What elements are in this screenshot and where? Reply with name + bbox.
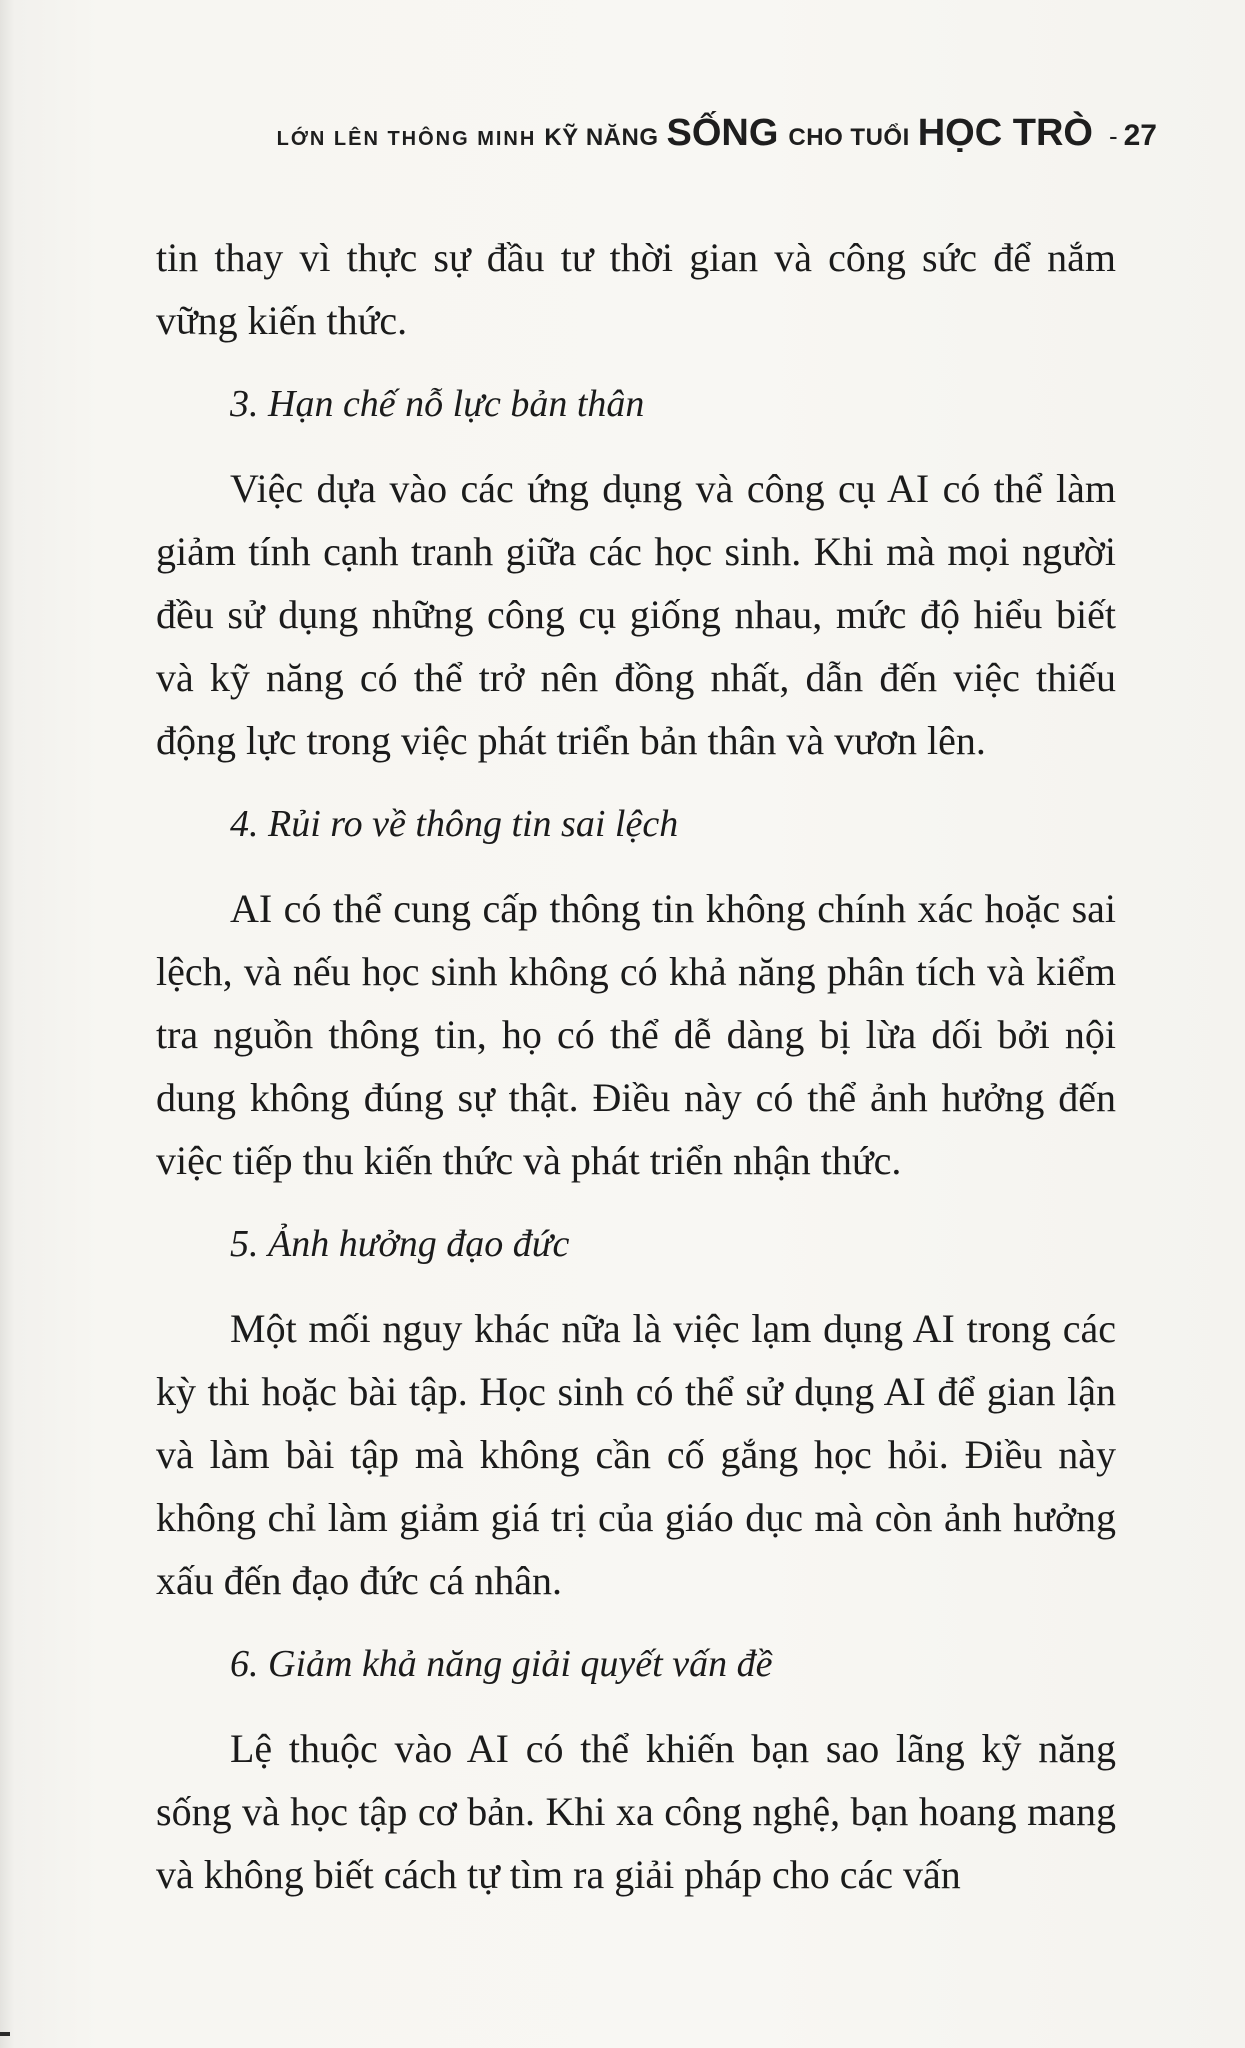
paragraph-section-6: Lệ thuộc vào AI có thể khiến bạn sao lãng kỹ năng sống và học tập cơ bản. Khi xa công nghệ, bạn hoang mang và không biết cách tự tìm ra giải pháp cho các vấn: [156, 1726, 1116, 1897]
paragraph-continued: tin thay vì thực sự đầu tư thời gian và công sức để nắm vững kiến thức.: [156, 235, 1116, 343]
header-separator: -: [1108, 121, 1118, 151]
header-part-3: SỐNG: [666, 112, 779, 154]
section-heading-4: 4. Rủi ro về thông tin sai lệch: [230, 803, 679, 845]
section-heading-5: 5. Ảnh hưởng đạo đức: [230, 1223, 570, 1265]
section-heading-3: 3. Hạn chế nỗ lực bản thân: [230, 383, 645, 425]
section-heading-6: 6. Giảm khả năng giải quyết vấn đề: [230, 1643, 773, 1685]
header-part-5: HỌC TRÒ: [917, 112, 1093, 154]
paragraph-section-4: AI có thể cung cấp thông tin không chính xác hoặc sai lệch, và nếu học sinh không có khả năng phân tích và kiểm tra nguồn thông tin, họ có thể dễ dàng bị lừa dối bởi nội dung không đúng sự thật. Điều này có thể ảnh hưởng đến việc tiếp thu kiến thức và phát triển nhận thức.: [156, 886, 1116, 1183]
paragraph-section-3: Việc dựa vào các ứng dụng và công cụ AI có thể làm giảm tính cạnh tranh giữa các học sinh. Khi mà mọi người đều sử dụng những công cụ giống nhau, mức độ hiểu biết và kỹ năng có thể trở nên đồng nhất, dẫn đến việc thiếu động lực trong việc phát triển bản thân và vươn lên.: [156, 466, 1116, 763]
paragraph-section-5: Một mối nguy khác nữa là việc lạm dụng AI trong các kỳ thi hoặc bài tập. Học sinh có thể sử dụng AI để gian lận và làm bài tập mà không cần cố gắng học hỏi. Điều này không chỉ làm giảm giá trị của giáo dục mà còn ảnh hưởng xấu đến đạo đức cá nhân.: [156, 1306, 1116, 1603]
header-part-4: CHO TUỔI: [788, 124, 910, 151]
page-number: 27: [1123, 119, 1157, 152]
header-part-2: KỸ NĂNG: [544, 124, 659, 151]
page-gutter-shadow: [0, 0, 14, 2048]
page-content: [156, 226, 1116, 1927]
running-header: [277, 112, 1157, 155]
header-part-1: LỚN LÊN THÔNG MINH: [276, 128, 537, 150]
page-edge-mark: [0, 2032, 10, 2036]
